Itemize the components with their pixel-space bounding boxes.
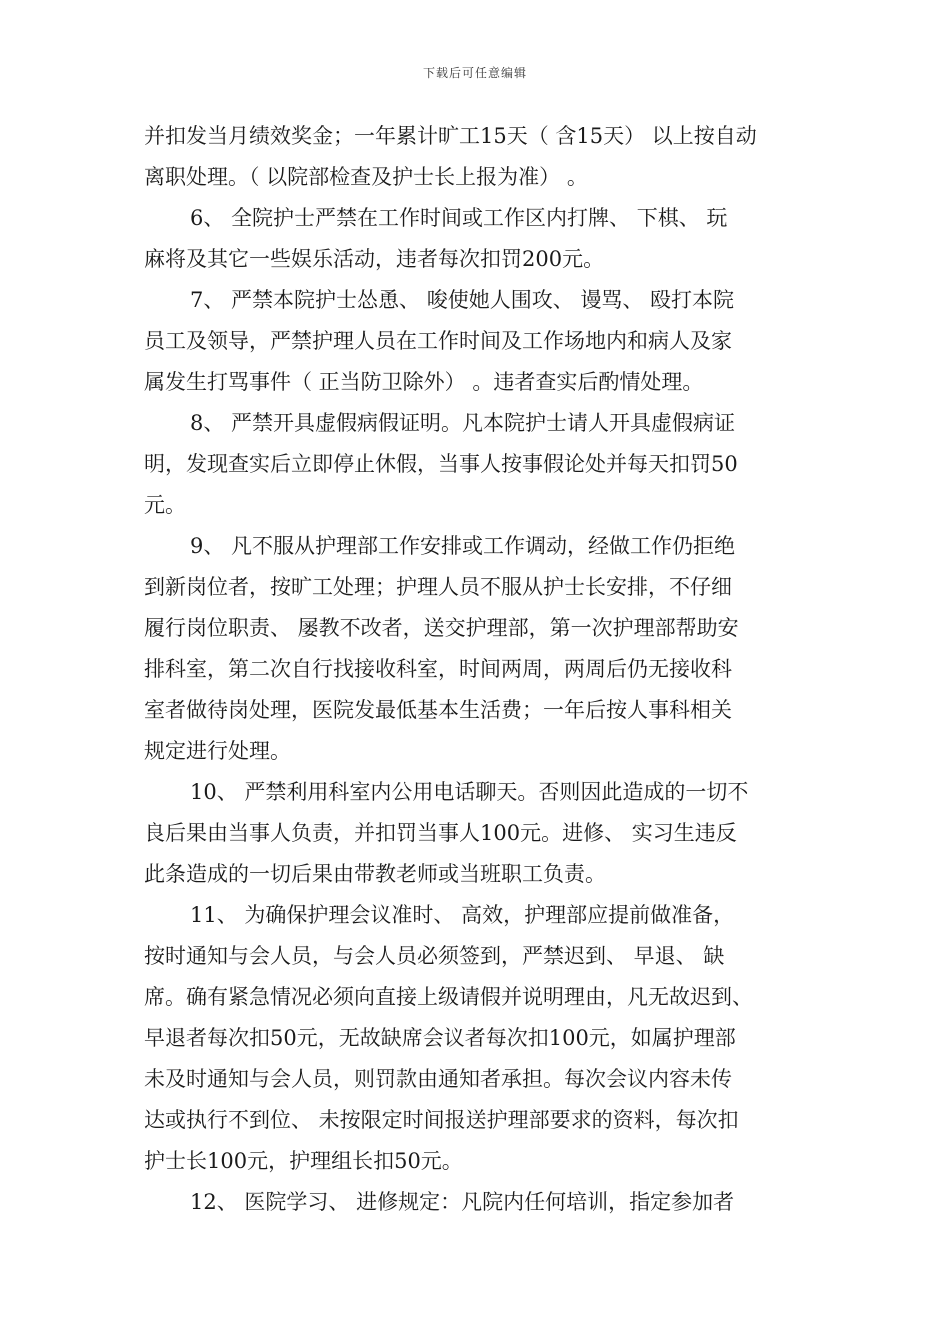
text-line: 履行岗位职责、 屡教不改者，送交护理部，第一次护理部帮助安 [144, 616, 739, 640]
text-line: 室者做待岗处理，医院发最低基本生活费；一年后按人事科相关 [144, 698, 732, 722]
text-line: 未及时通知与会人员，则罚款由通知者承担。每次会议内容未传 [144, 1067, 732, 1091]
text-line: 8、 严禁开具虚假病假证明。凡本院护士请人开具虚假病证 [190, 411, 736, 435]
text-line: 护士长100元，护理组长扣50元。 [144, 1149, 463, 1173]
text-line: 早退者每次扣50元，无故缺席会议者每次扣100元，如属护理部 [144, 1026, 736, 1050]
text-line: 元。 [144, 493, 186, 517]
text-line: 10、 严禁利用科室内公用电话聊天。否则因此造成的一切不 [190, 780, 749, 804]
text-line: 按时通知与会人员，与会人员必须签到，严禁迟到、 早退、 缺 [144, 944, 725, 968]
text-line: 12、 医院学习、 进修规定：凡院内任何培训，指定参加者 [190, 1190, 735, 1214]
text-line: 离职处理。（ 以院部检查及护士长上报为准） 。 [144, 165, 588, 189]
text-line: 规定进行处理。 [144, 739, 291, 763]
text-line: 良后果由当事人负责，并扣罚当事人100元。进修、 实习生违反 [144, 821, 737, 845]
text-line: 明，发现查实后立即停止休假，当事人按事假论处并每天扣罚50 [144, 452, 738, 476]
text-line: 排科室，第二次自行找接收科室，时间两周，两周后仍无接收科 [144, 657, 732, 681]
text-line: 员工及领导，严禁护理人员在工作时间及工作场地内和病人及家 [144, 329, 732, 353]
text-line: 麻将及其它一些娱乐活动，违者每次扣罚200元。 [144, 247, 605, 271]
text-line: 7、 严禁本院护士怂恿、 唆使她人围攻、 谩骂、 殴打本院 [190, 288, 735, 312]
text-line: 达或执行不到位、 未按限定时间报送护理部要求的资料，每次扣 [144, 1108, 739, 1132]
page-header-note: 下载后可任意编辑 [422, 66, 527, 80]
text-line: 并扣发当月绩效奖金；一年累计旷工15天（ 含15天） 以上按自动 [144, 124, 757, 148]
text-line: 属发生打骂事件（ 正当防卫除外） 。违者查实后酌情处理。 [144, 370, 704, 394]
text-line: 9、 凡不服从护理部工作安排或工作调动，经做工作仍拒绝 [190, 534, 736, 558]
text-line: 此条造成的一切后果由带教老师或当班职工负责。 [144, 862, 606, 886]
text-line: 席。确有紧急情况必须向直接上级请假并说明理由，凡无故迟到、 [144, 985, 753, 1009]
text-line: 11、 为确保护理会议准时、 高效，护理部应提前做准备， [190, 903, 735, 927]
document-body [144, 116, 808, 1223]
text-line: 到新岗位者，按旷工处理；护理人员不服从护士长安排，不仔细 [144, 575, 732, 599]
text-line: 6、 全院护士严禁在工作时间或工作区内打牌、 下棋、 玩 [190, 206, 728, 230]
